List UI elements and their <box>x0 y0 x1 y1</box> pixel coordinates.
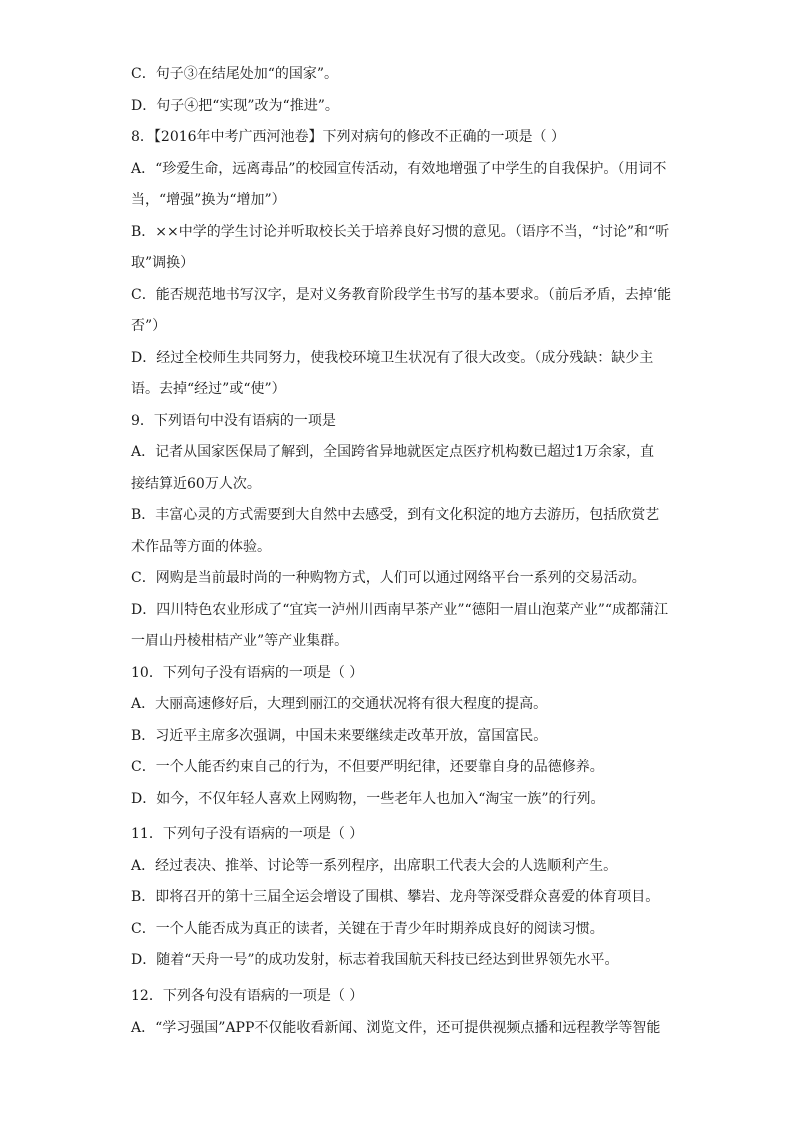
question-10-option-a: A．大丽高速修好后，大理到丽江的交通状况将有很大程度的提高。 <box>131 696 548 712</box>
question-9-option-d: D．四川特色农业形成了“宜宾一泸州川西南早茶产业”“德阳一眉山泡菜产业”“成都蒲江 <box>131 602 669 618</box>
question-8-option-c: C．能否规范地书写汉字，是对义务教育阶段学生书写的基本要求。（前后矛盾，去掉‘能 <box>131 287 672 303</box>
question-12-stem: 12．下列各句没有语病的一项是（ ） <box>131 988 364 1004</box>
question-8-stem: 8．【2016年中考广西河池卷】下列对病句的修改不正确的一项是（ ） <box>131 129 565 145</box>
question-9-option-c: C．网购是当前最时尚的一种购物方式，人们可以通过网络平台一系列的交易活动。 <box>131 570 646 586</box>
question-11-stem: 11．下列句子没有语病的一项是（ ） <box>131 826 364 842</box>
question-9-option-b-cont: 术作品等方面的体验。 <box>131 539 271 555</box>
question-9-option-d-cont: 一眉山丹棱柑桔产业”等产业集群。 <box>131 633 349 649</box>
text-line-q7-option-c: C．句子③在结尾处加“的国家”。 <box>131 66 339 82</box>
question-8-option-d: D．经过全校师生共同努力，使我校环境卫生状况有了很大改变。（成分残缺：缺少主 <box>131 350 654 366</box>
question-8-option-d-cont: 语。去掉“经过”或“使”） <box>131 381 286 397</box>
question-11-option-d: D．随着“天舟一号”的成功发射，标志着我国航天科技已经达到世界领先水平。 <box>131 952 619 968</box>
question-8-option-a-cont: 当，“增强”换为“增加”） <box>131 192 286 208</box>
question-9-option-b: B．丰富心灵的方式需要到大自然中去感受，到有文化积淀的地方去游历，包括欣赏艺 <box>131 507 660 523</box>
question-9-option-a-cont: 接结算近60万人次。 <box>131 476 261 492</box>
question-8-option-a: A．“珍爱生命，远离毒品”的校园宣传活动，有效地增强了中学生的自我保护。（用词不 <box>131 161 667 177</box>
question-11-option-c: C．一个人能否成为真正的读者，关键在于青少年时期养成良好的阅读习惯。 <box>131 921 604 937</box>
question-12-option-a: A．“学习强国”APP不仅能收看新闻、浏览文件，还可提供视频点播和远程教学等智能 <box>131 1020 661 1036</box>
question-8-option-c-cont: 否”） <box>131 318 167 334</box>
question-10-option-b: B．习近平主席多次强调，中国未来要继续走改革开放，富国富民。 <box>131 728 548 744</box>
question-11-option-a: A．经过表决、推举、讨论等一系列程序，出席职工代表大会的人选顺利产生。 <box>131 858 618 874</box>
question-10-option-d: D．如今，不仅年轻人喜欢上网购物，一些老年人也加入“淘宝一族”的行列。 <box>131 791 605 807</box>
question-9-stem: 9．下列语句中没有语病的一项是 <box>131 413 336 429</box>
text-line-q7-option-d: D．句子④把“实现”改为“推进”。 <box>131 98 339 114</box>
question-9-option-a: A．记者从国家医保局了解到，全国跨省异地就医定点医疗机构数已超过1万余家，直 <box>131 444 655 460</box>
question-8-option-b-cont: 取”调换） <box>131 255 195 271</box>
question-8-option-b: B．××中学的学生讨论并听取校长关于培养良好习惯的意见。（语序不当，“讨论”和“听 <box>131 224 670 240</box>
question-11-option-b: B．即将召开的第十三届全运会增设了围棋、攀岩、龙舟等深受群众喜爱的体育项目。 <box>131 889 660 905</box>
question-10-option-c: C．一个人能否约束自己的行为，不但要严明纪律，还要靠自身的品德修养。 <box>131 759 604 775</box>
question-10-stem: 10．下列句子没有语病的一项是（ ） <box>131 665 364 681</box>
